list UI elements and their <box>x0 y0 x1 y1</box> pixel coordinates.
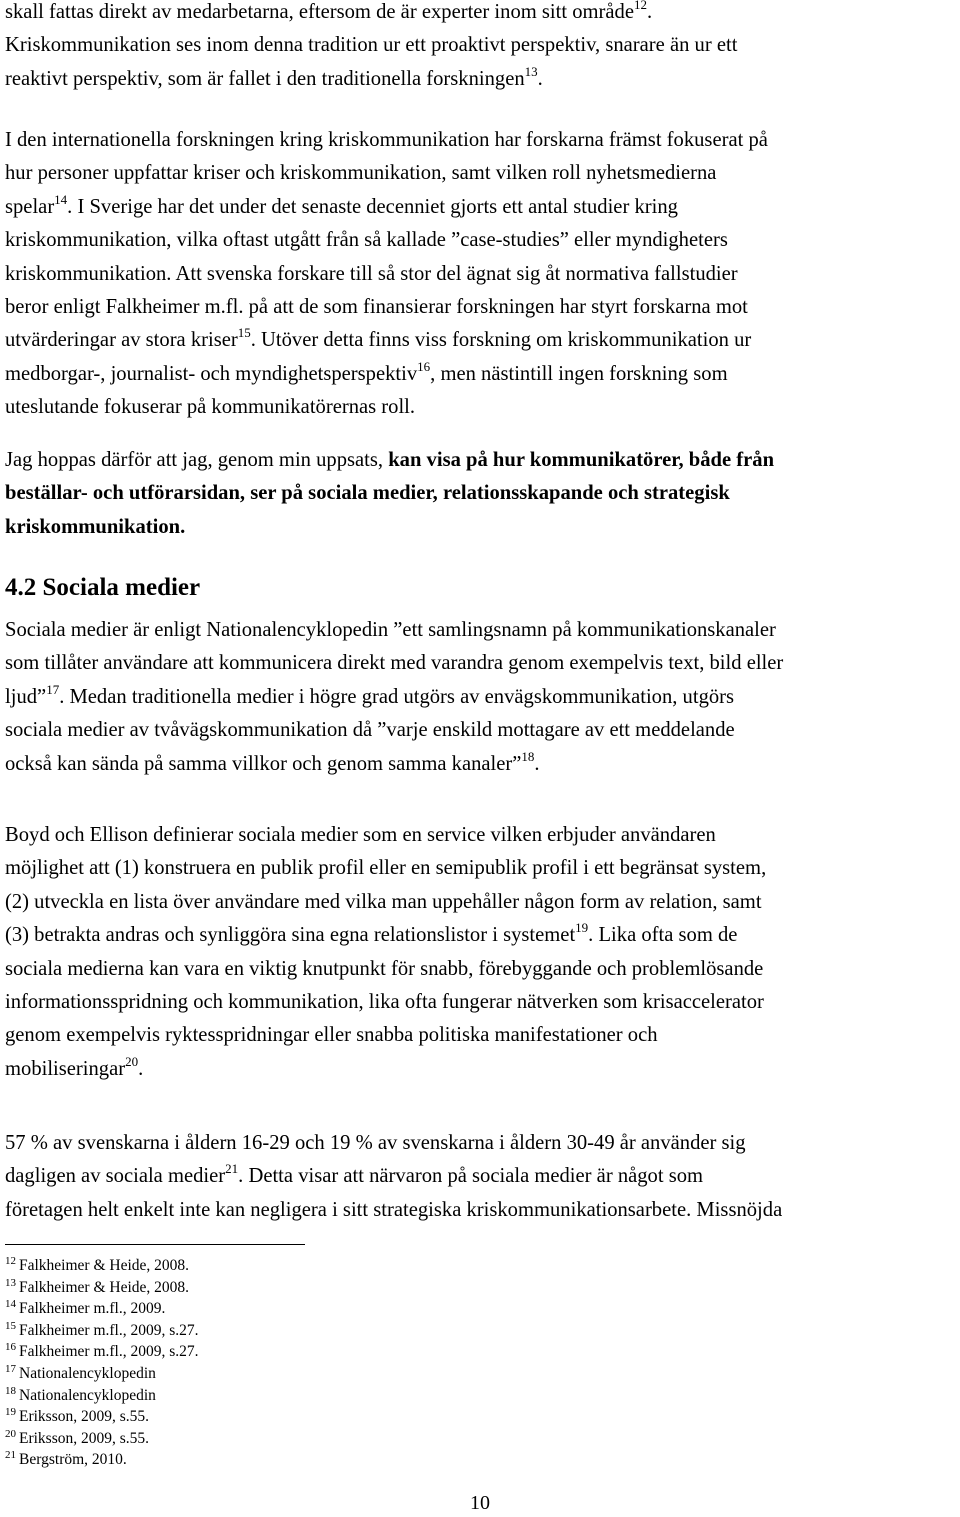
footnote-number: 14 <box>5 1298 16 1311</box>
text-line: sociala medierna kan vara en viktig knutpunkt för snabb, förebyggande och problemlösande <box>5 957 764 980</box>
text-line: möjlighet att (1) konstruera en publik profil eller en semipublik profil i ett begränsat system, <box>5 857 767 880</box>
footnote-ref: 15 <box>237 325 251 341</box>
footnote: $^{17}$ Nationalencyklopedin <box>5 1362 156 1382</box>
bold-text: kan visa på hur kommunikatörer, både från <box>388 449 775 471</box>
text-line: 57 % av svenskarna i åldern 16-29 och 19 % av svenskarna i åldern 30-49 år använder sig <box>5 1132 746 1154</box>
footnote-number: 19 <box>5 1406 16 1419</box>
text-line: hur personer uppfattar kriser och kriskommunikation, samt vilken roll nyhetsmedierna <box>5 162 717 185</box>
section-number: 4.2 <box>5 574 37 601</box>
text-line: (3) betrakta andras och synliggöra sina egna relationslistor i systemet$^{19}$. Lika ofta som de <box>5 920 738 947</box>
text-line: spelar$^{14}$. I Sverige har det under det senaste decenniet gjorts ett antal studier kring <box>5 191 678 218</box>
footnote-ref: 19 <box>575 920 589 936</box>
text-line: sociala medier av tvåvägskommunikation då ”varje enskild mottagare av ett meddelande <box>5 719 735 742</box>
paragraph-usage-statistics <box>5 1127 955 1227</box>
footnote-number: 15 <box>5 1319 16 1332</box>
bold-text: beställar- och utförarsidan, ser på sociala medier, relationsskapande och strategisk <box>5 482 730 505</box>
text-line: Boyd och Ellison definierar sociala medier som en service vilken erbjuder användaren <box>5 824 716 846</box>
text-line: ljud”$^{17}$. Medan traditionella medier i högre grad utgörs av envägskommunikation, utgörs <box>5 681 735 708</box>
section-title: Sociala medier <box>42 574 201 601</box>
section-heading <box>5 574 200 602</box>
footnote-number: 16 <box>5 1341 16 1354</box>
text-line: uteslutande fokuserar på kommunikatörernas roll. <box>5 396 416 419</box>
footnote: $^{16}$ Falkheimer m.fl., 2009, s.27. <box>5 1341 199 1361</box>
text-line: Sociala medier är enligt Nationalencyklopedin ”ett samlingsnamn på kommunikationskanaler <box>5 619 776 641</box>
footnote-number: 12 <box>5 1255 16 1267</box>
text-line: I den internationella forskningen kring kriskommunikation har forskarna främst fokuserat på <box>5 129 768 151</box>
text-line: informationsspridning och kommunikation, lika ofta fungerar nätverken som krisaccelerator <box>5 990 764 1013</box>
footnote-ref: 14 <box>54 191 68 207</box>
text-line: som tillåter användare att kommunicera direkt med varandra genom exempelvis text, bild eller <box>5 652 784 675</box>
footnote-ref: 13 <box>524 63 538 79</box>
footnote-number: 17 <box>5 1362 16 1375</box>
footnote: $^{20}$ Eriksson, 2009, s.55. <box>5 1427 150 1447</box>
footnote: $^{12}$ Falkheimer & Heide, 2008. <box>5 1255 190 1274</box>
footnote: $^{21}$ Bergström, 2010. <box>5 1449 127 1469</box>
footnote: $^{14}$ Falkheimer m.fl., 2009. <box>5 1298 166 1318</box>
footnote-ref: 20 <box>125 1053 139 1069</box>
text-line: beror enligt Falkheimer m.fl. på att de som finansierar forskningen har styrt forskarna mot <box>5 295 748 318</box>
footnote-ref: 16 <box>417 358 431 374</box>
footnote: $^{13}$ Falkheimer & Heide, 2008. <box>5 1276 190 1296</box>
footnote: $^{19}$ Eriksson, 2009, s.55. <box>5 1406 150 1426</box>
page-number: 10 <box>470 1492 490 1514</box>
text-line <box>5 511 955 544</box>
text-line: (2) utveckla en lista över användare med vilka man uppehåller någon form av relation, samt <box>5 890 762 913</box>
text-line <box>5 477 955 510</box>
footnote-separator <box>5 1244 305 1245</box>
text-line: också kan sända på samma villkor och genom samma kanaler”$^{18}$. <box>5 748 540 775</box>
paragraph-intro-continuation <box>5 0 955 96</box>
footnote-ref: 18 <box>521 748 535 764</box>
text-line: genom exempelvis ryktesspridningar eller snabba politiska manifestationer och <box>5 1024 658 1047</box>
text-line: kriskommunikation, vilka oftast utgått från så kallade ”case-studies” eller myndigheters <box>5 229 728 252</box>
paragraph-boyd-ellison <box>5 819 955 1086</box>
text-line: Jag hoppas därför att jag, genom min uppsats, kan visa på hur kommunikatörer, både från <box>5 449 775 471</box>
footnote-number: 21 <box>5 1449 16 1462</box>
text-line: företagen helt enkelt inte kan negligera i sitt strategiska kriskommunikationsarbete. Missnöjda <box>5 1198 783 1221</box>
text-line: dagligen av sociala medier$^{21}$. Detta visar att närvaron på sociala medier är något som <box>5 1161 704 1188</box>
text-line: utvärderingar av stora kriser$^{15}$. Utöver detta finns viss forskning om kriskommunikation ur <box>5 325 752 352</box>
text-line: medborgar-, journalist- och myndighetsperspektiv$^{16}$, men nästintill ingen forskning som <box>5 358 728 385</box>
text-line: skall fattas direkt av medarbetarna, eftersom de är experter inom sitt område$^{12}$. <box>5 0 955 29</box>
text-line: Kriskommunikation ses inom denna tradition ur ett proaktivt perspektiv, snarare än ur ett <box>5 34 738 57</box>
text-line: mobiliseringar$^{20}$. <box>5 1053 144 1080</box>
footnote-ref: 12 <box>634 0 647 12</box>
footnote-ref: 21 <box>225 1161 239 1177</box>
footnotes <box>5 1255 199 1471</box>
footnote-number: 18 <box>5 1384 16 1397</box>
paragraph-international-research <box>5 124 955 425</box>
bold-text: kriskommunikation. <box>5 515 186 538</box>
footnote-number: 13 <box>5 1276 16 1289</box>
footnote: $^{15}$ Falkheimer m.fl., 2009, s.27. <box>5 1319 199 1339</box>
paragraph-social-media-definition <box>5 614 955 781</box>
footnote-ref: 17 <box>46 681 60 697</box>
text-line: kriskommunikation. Att svenska forskare till så stor del ägnat sig åt normativa fallstudier <box>5 262 738 285</box>
footnote-number: 20 <box>5 1427 16 1440</box>
footnote: $^{18}$ Nationalencyklopedin <box>5 1384 156 1404</box>
paragraph-thesis-aim <box>5 444 955 544</box>
text-line: reaktivt perspektiv, som är fallet i den traditionella forskningen$^{13}$. <box>5 63 543 90</box>
